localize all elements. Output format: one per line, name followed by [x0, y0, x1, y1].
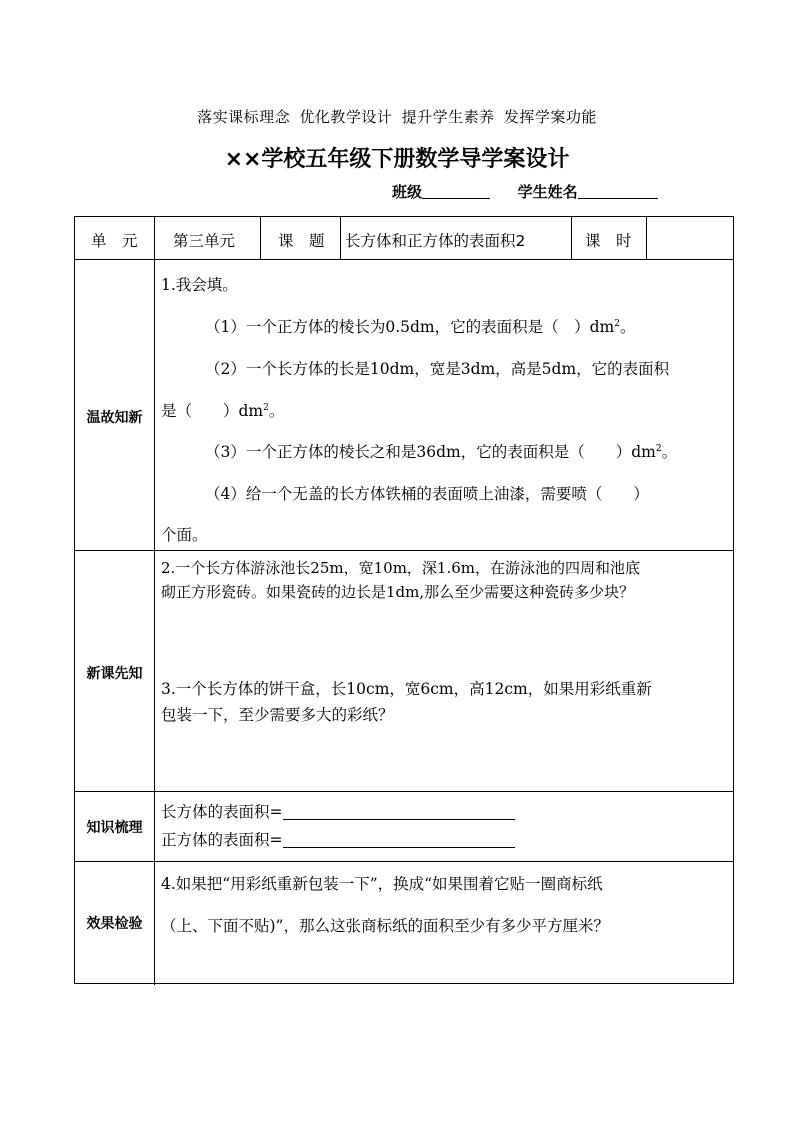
q1-text: （1）一个正方体的棱长为0.5dm，它的表面积是（ ）dm — [205, 318, 615, 336]
student-name-label: 学生姓名 — [517, 183, 578, 201]
slogan: 落实课标理念 优化教学设计 提升学生素养 发挥学案功能 — [197, 108, 597, 126]
check-problem-4-cont: （上、下面不贴)”，那么这张商标纸的面积至少有多少平方厘米？ — [161, 917, 609, 935]
row-divider — [75, 861, 733, 862]
topic-value: 长方体和正方体的表面积2 — [345, 232, 526, 250]
cube-area-field[interactable] — [283, 832, 515, 848]
preview-problem-2-cont: 砌正方形瓷砖。如果瓷砖的边长是1dm,那么至少需要这种瓷砖多少块？ — [161, 583, 635, 601]
squared-mark: 2 — [263, 402, 269, 413]
class-field[interactable] — [422, 184, 490, 199]
review-question-2: （2）一个长方体的长是10dm，宽是3dm，高是5dm，它的表面积 — [205, 360, 670, 378]
row-divider — [75, 791, 733, 792]
q3-text: （3）一个正方体的棱长之和是36dm，它的表面积是（ ）dm — [205, 443, 656, 461]
q3-period: 。 — [661, 443, 678, 461]
row-divider — [75, 550, 733, 551]
column-divider — [154, 217, 155, 985]
unit-value: 第三单元 — [173, 232, 236, 250]
cuboid-area-field[interactable] — [283, 804, 515, 820]
review-label: 温故知新 — [86, 410, 143, 426]
cuboid-area-label: 长方体的表面积= — [161, 803, 283, 821]
student-name-field[interactable] — [578, 184, 658, 199]
cuboid-area-line — [161, 800, 515, 822]
class-name-line — [392, 181, 658, 202]
review-intro: 1.我会填。 — [161, 276, 238, 294]
check-problem-4: 4.如果把“用彩纸重新包装一下”，换成“如果围着它贴一圈商标纸 — [161, 875, 603, 893]
review-question-4: （4）给一个无盖的长方体铁桶的表面喷上油漆，需要喷（ ） — [205, 485, 649, 503]
column-divider — [340, 217, 341, 259]
summary-label: 知识梳理 — [86, 820, 143, 836]
preview-label: 新课先知 — [86, 666, 143, 682]
q1-period: 。 — [620, 318, 636, 336]
review-question-1 — [205, 315, 636, 337]
period-value-cell[interactable] — [647, 217, 733, 259]
column-divider — [260, 217, 261, 259]
squared-mark: 2 — [614, 318, 620, 329]
page-title: ××学校五年级下册数学导学案设计 — [224, 147, 570, 172]
topic-label: 课 题 — [278, 232, 325, 250]
class-label: 班级 — [392, 183, 423, 201]
review-question-3 — [205, 440, 677, 462]
period-label: 课 时 — [585, 232, 632, 250]
review-question-2-cont — [161, 399, 284, 421]
preview-problem-2: 2.一个长方体游泳池长25m，宽10m，深1.6m，在游泳池的四周和池底 — [161, 559, 641, 577]
column-divider — [571, 217, 572, 259]
row-divider — [75, 259, 733, 260]
review-question-4-cont: 个面。 — [161, 526, 208, 544]
cube-area-label: 正方体的表面积= — [161, 831, 283, 849]
check-label: 效果检验 — [86, 916, 143, 932]
preview-problem-3-cont: 包装一下，至少需要多大的彩纸？ — [161, 706, 394, 724]
preview-problem-3: 3.一个长方体的饼干盒，长10cm，宽6cm，高12cm，如果用彩纸重新 — [161, 680, 652, 698]
q2-period: 。 — [268, 402, 285, 420]
cube-area-line — [161, 828, 515, 850]
lesson-table — [74, 216, 734, 984]
unit-label: 单 元 — [91, 232, 138, 250]
squared-mark: 2 — [655, 443, 662, 454]
q2-text: 是（ ）dm — [161, 402, 264, 420]
